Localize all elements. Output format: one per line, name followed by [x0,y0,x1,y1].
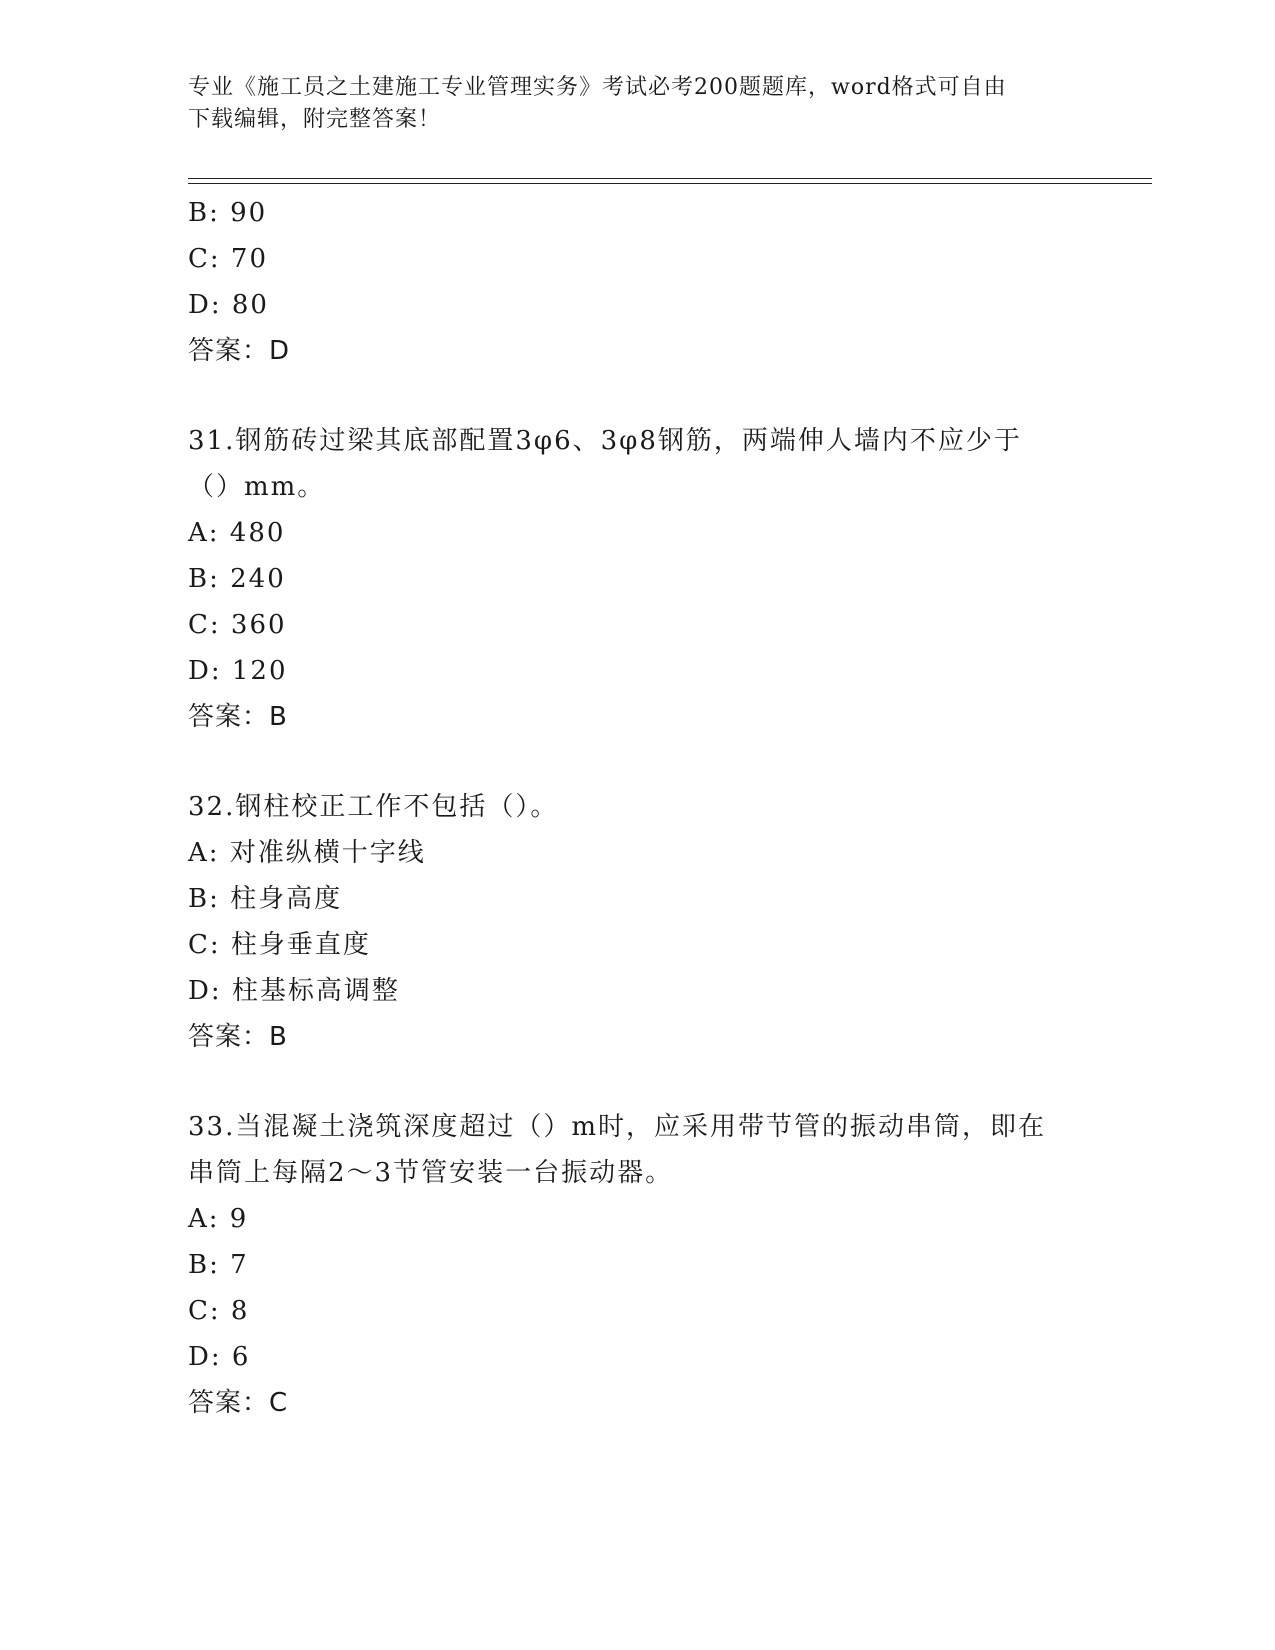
option-a: A: 9 [188,1204,249,1234]
option-c: C: 360 [188,610,287,640]
answer-label: 答案：D [188,336,291,366]
header-line-1: 专业《施工员之土建施工专业管理实务》考试必考200题题库，word格式可自由 [188,75,1007,100]
option-a: A: 480 [188,518,286,548]
question-31 [188,418,1088,740]
header-line-2: 下载编辑，附完整答案！ [188,107,442,132]
option-c: C: 70 [188,244,269,274]
option-c: C: 8 [188,1296,250,1326]
option-d: D: 120 [188,656,288,686]
question-text: 33.当混凝土浇筑深度超过（）m时，应采用带节管的振动串筒，即在 [188,1112,1047,1142]
answer-label: 答案：C [188,1388,289,1418]
option-d: D: 柱基标高调整 [188,976,400,1006]
question-text: 31.钢筋砖过梁其底部配置3φ6、3φ8钢筋，两端伸人墙内不应少于 [188,426,1022,456]
question-text-cont: （）mm。 [188,472,326,502]
option-c: C: 柱身垂直度 [188,930,371,960]
question-30 [188,190,1088,374]
question-33 [188,1104,1088,1426]
answer-label: 答案：B [188,702,288,732]
question-list [188,190,1088,1426]
option-b: B: 7 [188,1250,249,1280]
header-rule-bottom [188,183,1152,184]
option-d: D: 80 [188,290,269,320]
question-text: 32.钢柱校正工作不包括（）。 [188,792,559,822]
option-b: B: 90 [188,198,268,228]
question-32 [188,784,1088,1060]
question-text-cont: 串筒上每隔2～3节管安装一台振动器。 [188,1158,674,1188]
option-a: A: 对准纵横十字线 [188,838,426,868]
answer-label: 答案：B [188,1022,288,1052]
option-d: D: 6 [188,1342,251,1372]
option-b: B: 240 [188,564,286,594]
option-b: B: 柱身高度 [188,884,343,914]
header-rule-top [188,178,1152,179]
page-header [188,72,1088,136]
